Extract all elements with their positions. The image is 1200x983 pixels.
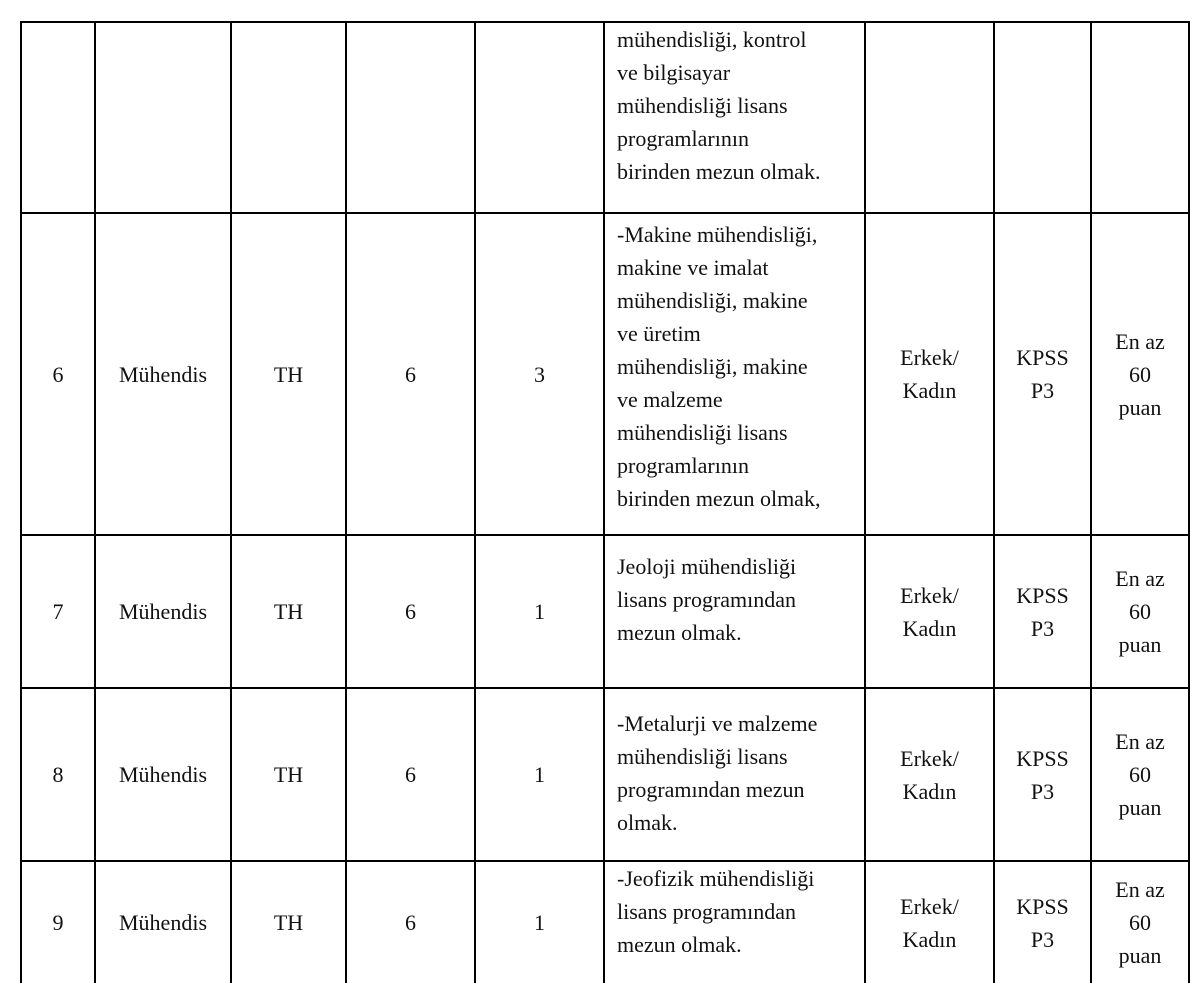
row-number-cell: 9	[21, 861, 95, 983]
requirement-line: lisans programından	[617, 899, 797, 924]
count-cell: 1	[475, 861, 604, 983]
position-kind-cell: TH	[231, 688, 346, 861]
table-row	[21, 213, 1189, 535]
min-score-cell	[1091, 861, 1189, 983]
exam-cell-line: P3	[1030, 926, 1055, 952]
requirement-line: birinden mezun olmak.	[617, 159, 821, 184]
gender-cell	[865, 213, 994, 535]
level-cell: 6	[346, 861, 475, 983]
count-cell: 1	[475, 535, 604, 688]
requirement-line: ve bilgisayar	[617, 60, 731, 85]
min-score-cell-line: puan	[1118, 394, 1162, 420]
requirement-line: olmak.	[617, 810, 678, 835]
level-cell: 6	[346, 688, 475, 861]
exam-cell	[994, 688, 1091, 861]
position-title-cell: Mühendis	[95, 213, 231, 535]
requirement-line: lisans programından	[617, 587, 797, 612]
exam-cell-line: KPSS	[1016, 893, 1069, 919]
table-row	[21, 861, 1189, 983]
exam-cell-line: P3	[1030, 615, 1055, 641]
requirement-line: mühendisliği lisans	[617, 420, 788, 445]
requirement-cell	[604, 861, 865, 983]
requirement-line: ve malzeme	[617, 387, 723, 412]
requirement-line: mühendisliği, kontrol	[617, 27, 807, 52]
min-score-cell-line: En az	[1115, 877, 1165, 902]
gender-cell-line: Kadın	[902, 926, 957, 952]
requirement-line: programlarının	[617, 453, 749, 478]
gender-cell-line: Kadın	[902, 378, 957, 403]
gender-cell	[865, 22, 994, 213]
table-row	[21, 688, 1189, 861]
requirement-cell	[604, 535, 865, 688]
exam-cell	[994, 213, 1091, 535]
count-cell: 1	[475, 688, 604, 861]
gender-cell-line: Kadın	[902, 778, 957, 804]
requirement-line: -Metalurji ve malzeme	[617, 711, 818, 736]
row-number-cell	[21, 22, 95, 213]
requirement-line: mühendisliği, makine	[617, 354, 808, 379]
min-score-cell-line: 60	[1129, 599, 1151, 624]
requirement-line: ve üretim	[617, 321, 701, 346]
requirement-line: mezun olmak.	[617, 620, 742, 645]
min-score-cell-line: 60	[1129, 762, 1151, 787]
requirement-cell	[604, 22, 865, 213]
requirement-line: programlarının	[617, 126, 749, 151]
requirement-line: Jeoloji mühendisliği	[617, 554, 797, 579]
table-row	[21, 535, 1189, 688]
requirement-line: birinden mezun olmak,	[617, 486, 821, 511]
gender-cell	[865, 688, 994, 861]
position-kind-cell	[231, 22, 346, 213]
requirement-line: -Makine mühendisliği,	[617, 222, 818, 247]
exam-cell-line: KPSS	[1016, 582, 1069, 608]
count-cell: 3	[475, 213, 604, 535]
gender-cell-line: Erkek/	[900, 745, 959, 771]
table-body	[21, 22, 1189, 983]
requirement-line: mühendisliği lisans	[617, 93, 788, 118]
position-title-cell: Mühendis	[95, 861, 231, 983]
gender-cell	[865, 535, 994, 688]
level-cell: 6	[346, 213, 475, 535]
min-score-cell-line: 60	[1129, 361, 1151, 387]
exam-cell-line: P3	[1030, 378, 1055, 403]
exam-cell-line: P3	[1030, 778, 1055, 804]
exam-cell	[994, 22, 1091, 213]
min-score-cell	[1091, 535, 1189, 688]
row-number-cell: 6	[21, 213, 95, 535]
requirement-line: mezun olmak.	[617, 932, 742, 957]
position-title-cell	[95, 22, 231, 213]
requirement-cell	[604, 213, 865, 535]
requirement-line: programından mezun	[617, 777, 805, 802]
positions-table	[20, 21, 1190, 983]
requirement-line: makine ve imalat	[617, 255, 769, 280]
min-score-cell	[1091, 688, 1189, 861]
gender-cell-line: Erkek/	[900, 582, 959, 608]
position-kind-cell: TH	[231, 861, 346, 983]
gender-cell-line: Kadın	[902, 615, 957, 641]
exam-cell-line: KPSS	[1016, 745, 1069, 771]
exam-cell	[994, 861, 1091, 983]
requirement-line: mühendisliği lisans	[617, 744, 788, 769]
min-score-cell-line: En az	[1115, 729, 1165, 754]
position-kind-cell: TH	[231, 213, 346, 535]
position-kind-cell: TH	[231, 535, 346, 688]
row-number-cell: 8	[21, 688, 95, 861]
min-score-cell-line: puan	[1118, 943, 1162, 968]
min-score-cell-line: 60	[1129, 910, 1151, 935]
min-score-cell-line: puan	[1118, 632, 1162, 657]
min-score-cell-line: puan	[1118, 795, 1162, 820]
min-score-cell	[1091, 22, 1189, 213]
gender-cell-line: Erkek/	[900, 345, 959, 370]
requirement-line: -Jeofizik mühendisliği	[617, 866, 815, 891]
row-number-cell: 7	[21, 535, 95, 688]
min-score-cell-line: En az	[1115, 328, 1165, 354]
min-score-cell-line: En az	[1115, 566, 1165, 591]
gender-cell	[865, 861, 994, 983]
requirement-cell	[604, 688, 865, 861]
position-title-cell: Mühendis	[95, 535, 231, 688]
exam-cell	[994, 535, 1091, 688]
min-score-cell	[1091, 213, 1189, 535]
count-cell	[475, 22, 604, 213]
level-cell: 6	[346, 535, 475, 688]
table-row	[21, 22, 1189, 213]
gender-cell-line: Erkek/	[900, 893, 959, 919]
position-title-cell: Mühendis	[95, 688, 231, 861]
level-cell	[346, 22, 475, 213]
requirement-line: mühendisliği, makine	[617, 288, 808, 313]
exam-cell-line: KPSS	[1016, 345, 1069, 370]
